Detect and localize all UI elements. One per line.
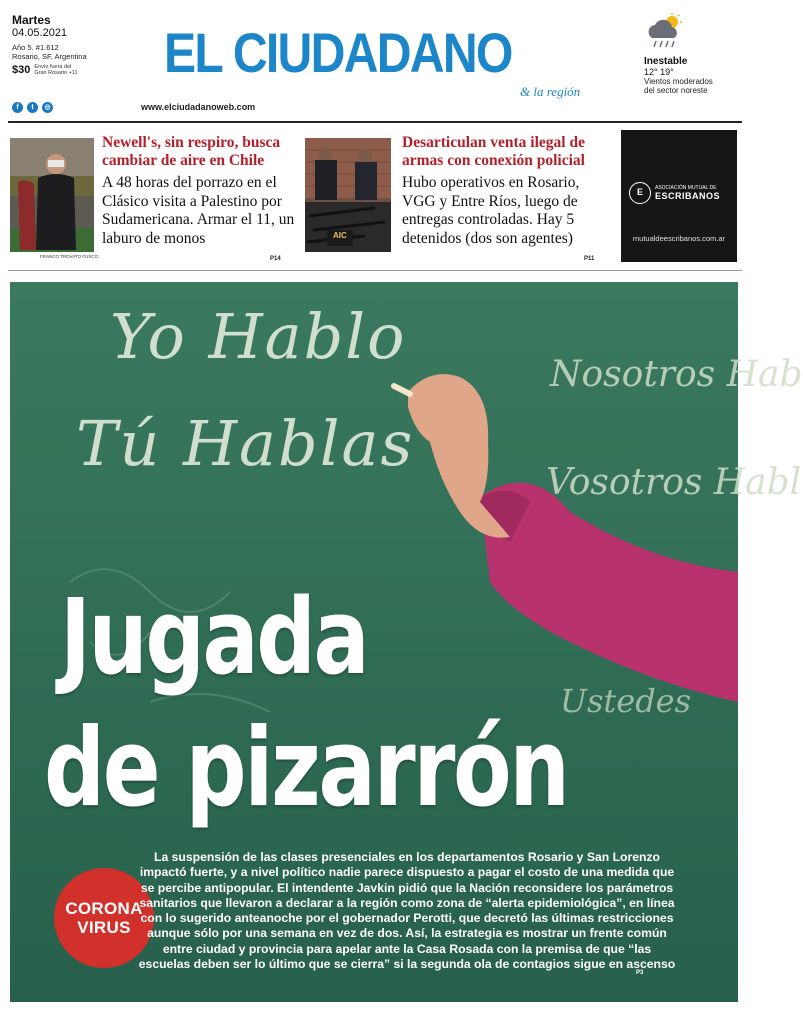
police-raid-image: [305, 138, 391, 252]
website-link[interactable]: www.elciudadanoweb.com: [141, 102, 256, 112]
chalk-tu-hablas: Tú Hablas: [76, 407, 415, 480]
twitter-icon[interactable]: t: [27, 102, 38, 113]
teaser-2-title[interactable]: Desarticulan venta ilegal de armas con conexión policial: [402, 134, 585, 169]
weather-desc-1: Vientos moderados: [644, 77, 713, 86]
logo-tagline: & la región: [520, 84, 581, 99]
chalk-nosotros: Nosotros Hab: [550, 354, 803, 395]
headline-line-2[interactable]: de pizarrón: [44, 706, 568, 831]
escribanos-logo-icon: E: [629, 182, 651, 204]
weather-box: [644, 12, 744, 95]
chalk-ustedes: Ustedes: [560, 682, 692, 720]
soccer-coach-image: [10, 138, 94, 252]
headline-line-1[interactable]: Jugada: [60, 576, 368, 698]
ad-text: [655, 185, 720, 201]
photo-credit: FRANCO TROVATO FUSCO: [40, 254, 99, 259]
price-note-line2: Gran Rosario +11: [34, 70, 78, 76]
issue-date: 04.05.2021: [12, 27, 68, 39]
facebook-icon[interactable]: f: [12, 102, 23, 113]
lead-page-ref: P3: [636, 970, 644, 976]
price-note: [34, 64, 77, 76]
ad-line-big: ESCRIBANOS: [655, 191, 721, 201]
police-raid-photo[interactable]: [305, 138, 391, 252]
price: $30: [12, 64, 31, 76]
weather-desc-2: del sector noreste: [644, 86, 708, 95]
top-rule: [8, 121, 742, 123]
teaser-1-page: P14: [270, 256, 281, 262]
chalk-vosotros: Vosotros Habl: [546, 462, 802, 503]
price-row: [12, 64, 122, 76]
chalk-yo-hablo: Yo Hablo: [110, 300, 407, 373]
ad-url[interactable]: mutualdeescribanos.com.ar: [632, 234, 726, 243]
soccer-coach-photo[interactable]: [10, 138, 94, 252]
social-links: [12, 102, 53, 113]
instagram-icon[interactable]: ◎: [42, 102, 53, 113]
ad-logo: [629, 182, 720, 204]
ad-line-small: ASOCIACIÓN MUTUAL DE: [655, 185, 717, 191]
escribanos-ad[interactable]: [621, 130, 737, 262]
lead-paragraph: La suspensión de las clases presenciales en los departamentos Rosario y San Lorenzo impactó fuerte, y a nivel político nadie parece dispuesto a pagar el costo de una medida que se percibe antipopular. El intendente Javkin pidió que la Nación reconsidere los parámetros sanitarios que llevaron a declarar a la región como zona de “alerta epidemiológica”, en línea con lo sugerido anteanoche por el gobernador Perotti, que decretó las últimas restricciones aunque sólo por una semana en vez de dos. Así, la estrategia es mostrar un frente común entre ciudad y provincia para apelar ante la Casa Rosada con la premisa de que “las escuelas deben ser lo último que se cierra” si la segunda ola de contagios sigue en ascenso: [138, 850, 676, 972]
teaser-1-body: A 48 horas del porrazo en el Clásico visita a Palestino por Sudamericana. Armar el 11, un laburo de monos: [102, 174, 295, 247]
teaser-2-body: Hubo operativos en Rosario, VGG y Entre Ríos, luego de entregas controladas. Hay 5 detenidos (dos son agentes): [402, 174, 580, 247]
location: Rosario, SF, Argentina: [12, 52, 87, 61]
weather-temps: 12° 19°: [644, 67, 674, 77]
price-note-line1: Envío fuera del: [34, 64, 72, 70]
badge-line-1: CORONA: [65, 899, 143, 918]
edition-number: Año 5. #1.612: [12, 43, 59, 52]
day-of-week: Martes: [12, 13, 51, 27]
newspaper-logo[interactable]: EL CIUDADANO: [163, 21, 512, 84]
rain-cloud-icon: [644, 12, 684, 52]
teaser-1-title[interactable]: Newell's, sin respiro, busca cambiar de aire en Chile: [102, 134, 281, 169]
weather-status: Inestable: [644, 56, 688, 67]
badge-line-2: VIRUS: [77, 918, 131, 937]
mid-rule: [8, 270, 742, 271]
vest-label: AIC: [333, 231, 347, 240]
teaser-2-page: P11: [584, 256, 595, 262]
date-block: [12, 14, 122, 76]
